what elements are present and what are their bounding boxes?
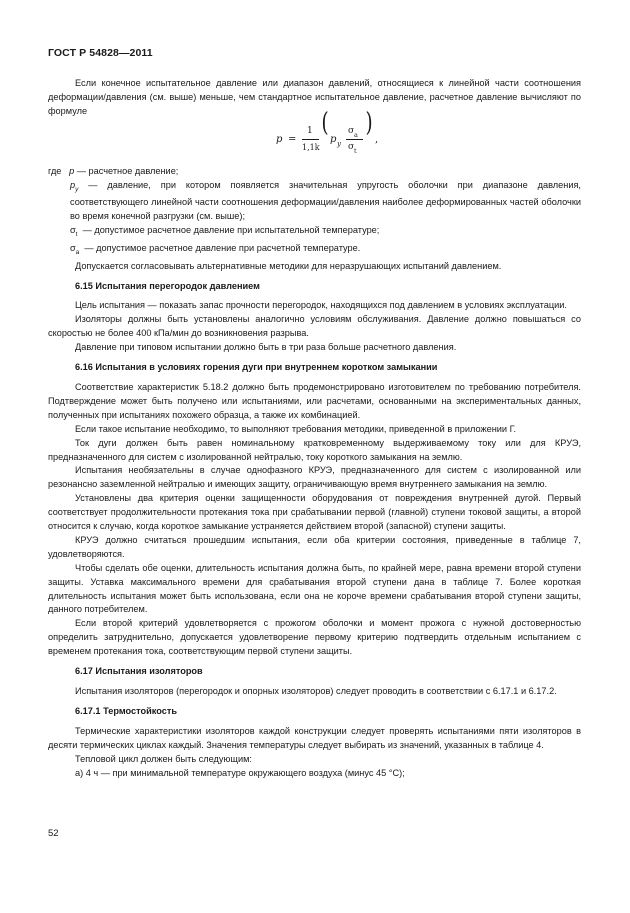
fraction-bar-sigma — [346, 139, 363, 140]
formula-equals: = — [288, 133, 297, 145]
s1-subscript: t — [75, 231, 78, 238]
formula-sa-sub: a — [354, 130, 358, 139]
section-6-16-p3: Ток дуги должен быть равен номинальному кратковременному выдерживаемому току или для КРУЭ, предназначенного для систем с изолированной нейтралью, току короткого замыкания на землю. — [48, 437, 581, 462]
where-word: где — [48, 165, 62, 176]
sa-definition: — допустимое расчетное давление при расчетной температуре. — [84, 242, 361, 253]
section-6-16-p2: Если такое испытание необходимо, то выполняют требования методики, приведенной в приложении Г. — [75, 423, 517, 434]
formula-py: p — [330, 133, 337, 145]
section-6-16-p6: КРУЭ должно считаться прошедшим испытания, если оба критерии состояния, приведенные в таблице 7, удовлетворяются. — [48, 534, 581, 559]
fraction-bar — [302, 139, 319, 140]
section-6-17-1-p3: а) 4 ч — при минимальной температуре окружающего воздуха (минус 45 °С); — [75, 767, 405, 778]
p-symbol: p — [69, 165, 75, 176]
py-symbol: p — [70, 179, 76, 190]
page-number: 52 — [48, 828, 59, 839]
section-6-16-p5: Установлены два критерия оценки защищенности оборудования от повреждения внутренней дугой. Первый соответствует продолжительности протекания тока при срабатывании первой (главной) ступени токовой защиты, а второй относится к случаю, когда короткое замыкание устраняется действием второй (запасной) ступени защиты. — [48, 493, 581, 532]
definition-s1 — [70, 224, 581, 242]
s1-symbol: σ — [70, 225, 76, 236]
left-paren: ( — [321, 107, 329, 138]
formula-py-sub: y — [337, 139, 341, 148]
py-definition: — давление, при котором появляется значительная упругость оболочки при диапазоне давления, соответствующего линейной части соотношения деформации/давления наиболее деформированных частей оболочки во время конечной разгрузки (см. выше); — [70, 179, 581, 222]
right-paren: ) — [365, 107, 373, 138]
section-6-16-p4: Испытания необязательны в случае однофазного КРУЭ, предназначенного для систем с изолированной или резонансно заземленной нейтралью и имеющих защиту, ограничивающую время внутреннего замыкания на землю. — [48, 465, 581, 490]
pressure-formula — [48, 107, 581, 165]
formula-s1: σ — [348, 141, 355, 152]
sa-subscript: a — [75, 248, 80, 256]
py-subscript: y — [75, 185, 79, 193]
sa-symbol: σ — [70, 242, 76, 253]
formula-lhs: p — [276, 133, 283, 145]
definition-sa — [70, 242, 581, 260]
formula-comma: , — [375, 133, 379, 145]
section-6-15-heading: 6.15 Испытания перегородок давлением — [75, 280, 260, 291]
section-6-16-p7: Чтобы сделать обе оценки, длительность испытания должна быть, по крайней мере, равна времени второй ступени защиты. Уставка максимального времени для срабатывания второй ступени дана в таблице 7. Более короткая длительность испытания может быть использована, если она не короче времени срабатывания второй ступени защиты, данного потребителем. — [48, 562, 581, 615]
standard-header: ГОСТ Р 54828—2011 — [48, 47, 153, 59]
section-6-17-1-p2: Тепловой цикл должен быть следующим: — [75, 753, 252, 764]
p-definition: — расчетное давление; — [76, 165, 179, 176]
formula-sa: σ — [348, 125, 355, 136]
s1-definition: — допустимое расчетное давление при испытательной температуре; — [82, 225, 380, 236]
definition-py — [70, 179, 581, 225]
section-6-17-heading: 6.17 Испытания изоляторов — [75, 666, 203, 677]
alt-methods-note: Допускается согласовывать альтернативные методики для неразрушающих испытаний давлением. — [75, 260, 502, 271]
section-6-17-1-heading: 6.17.1 Термостойкость — [75, 705, 177, 716]
definition-p — [48, 165, 581, 179]
section-6-17-1-p1: Термические характеристики изоляторов каждой конструкции следует проверять испытаниями пяти изоляторов в десяти термических циклах каждый. Значения температуры следует выбирать из значений, указанных в таблице 4. — [48, 725, 581, 750]
section-6-16-p8: Если второй критерий удовлетворяется с прожогом оболочки и момент прожога с нужной достоверностью определить затруднительно, допускается удовлетворение первому критерию подтвердить отдельным испытанием с временем протекания тока, соответствующим первой ступени защиты. — [48, 618, 581, 657]
section-6-15-p1: Цель испытания — показать запас прочности перегородок, находящихся под давлением в условиях эксплуатации. — [75, 300, 567, 311]
section-6-15-p2: Изоляторы должны быть установлены аналогично условиям обслуживания. Давление должно повышаться со скоростью не более 400 кПа/мин до возникновения разрыва. — [48, 314, 581, 339]
section-6-17-p1: Испытания изоляторов (перегородок и опорных изоляторов) следует проводить в соответствии с 6.17.1 и 6.17.2. — [75, 686, 557, 697]
formula-intro: Если конечное испытательное давление или диапазон давлений, относящиеся к линейной части соотношения деформации/давления (см. выше) меньше, чем стандартное испытательное давление, расчетное давление вычисляют по формуле — [48, 78, 581, 116]
section-6-15-p3: Давление при типовом испытании должно быть в три раза больше расчетного давления. — [75, 342, 457, 353]
formula-s1-sub: t — [354, 146, 357, 155]
section-6-16-p1: Соответствие характеристик 5.18.2 должно быть продемонстрировано изготовителем по требованию потребителя. Подтверждение может быть получено или испытаниями, или расчетами, основанными на экспериментальных данных, полученных при испытаниях похожего образца, а также их комбинацией. — [48, 381, 581, 420]
page-content — [48, 77, 581, 780]
formula-numerator: 1 — [307, 125, 313, 136]
section-6-16-heading: 6.16 Испытания в условиях горения дуги при внутреннем коротком замыкании — [75, 362, 438, 373]
formula-denominator: 1,1k — [302, 142, 320, 152]
